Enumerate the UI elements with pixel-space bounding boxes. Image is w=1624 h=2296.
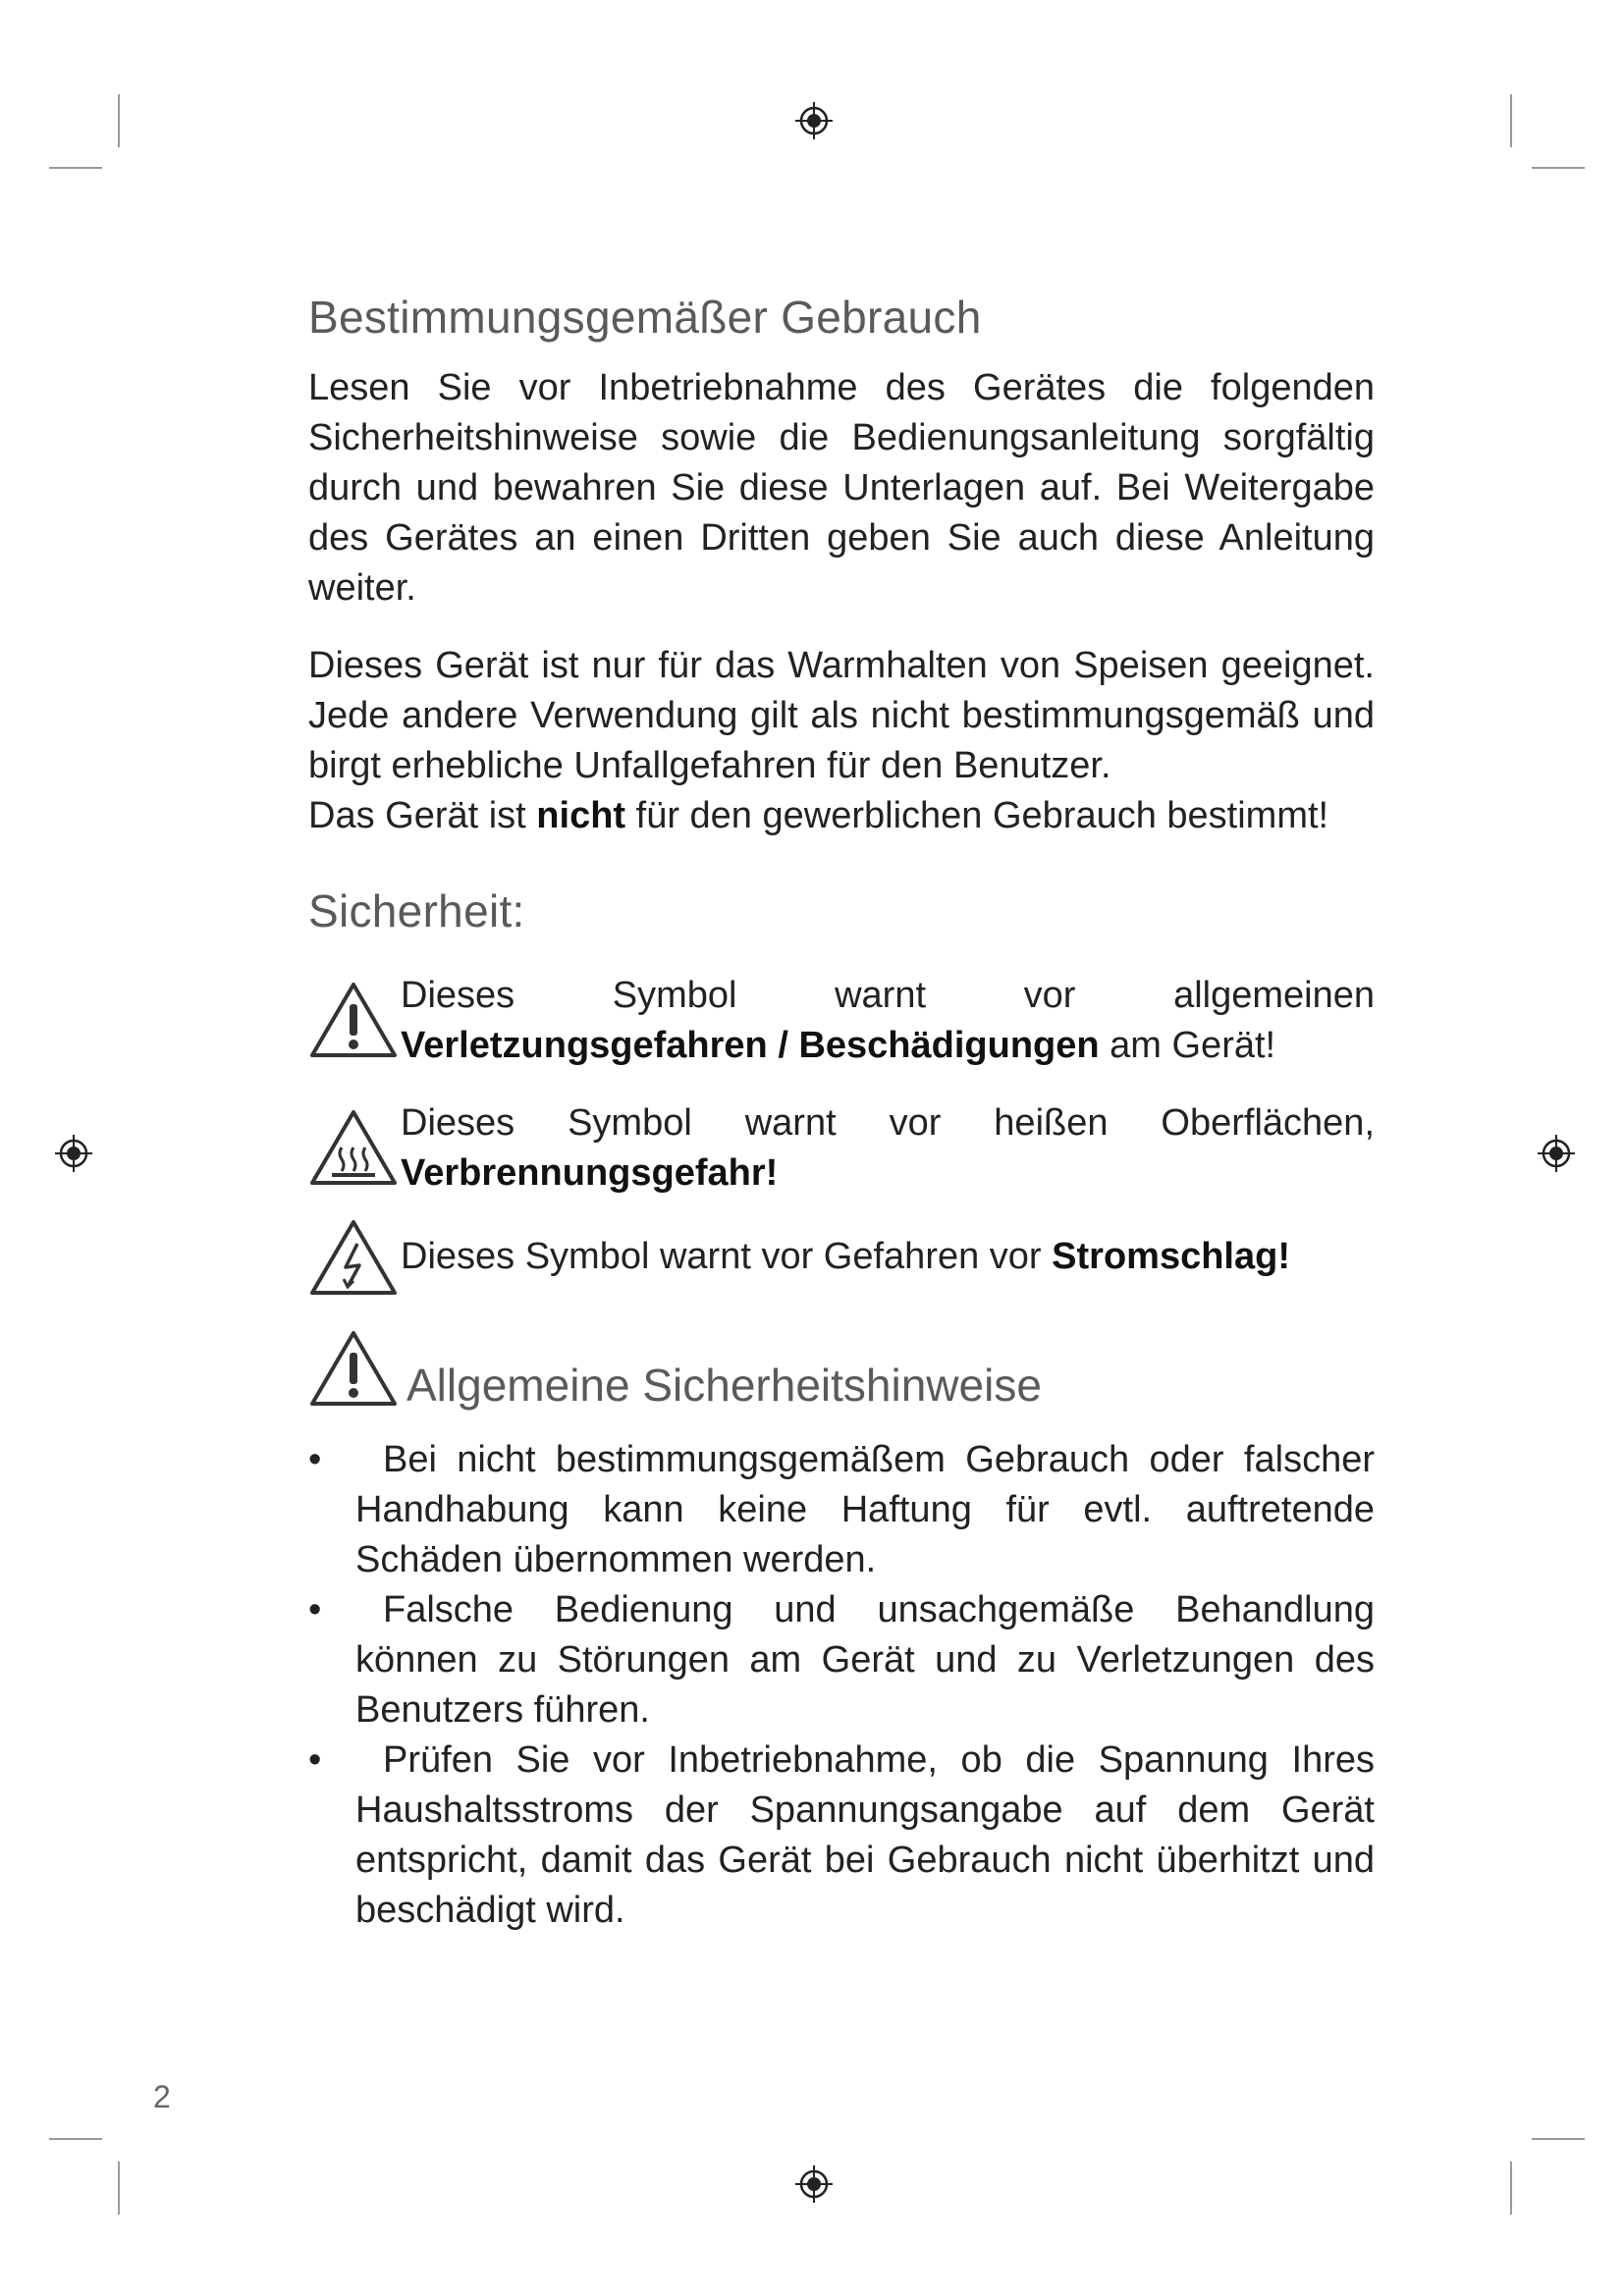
warning-general-text-start: Dieses Symbol warnt vor allgemeinen xyxy=(401,975,1375,1016)
heading-general-safety-label: Allgemeine Sicherheitshinweise xyxy=(406,1360,1042,1411)
list-item-text: Bei nicht bestimmungsgemäßem Gebrauch oder falscher Handhabung kann keine Haftung für evtl. auftretende Schäden übernommen werden. xyxy=(355,1439,1375,1580)
warning-electric-shock-text xyxy=(401,1232,1375,1282)
list-item-text: Prüfen Sie vor Inbetriebnahme, ob die Spannung Ihres Haushaltsstroms der Spannungsangabe auf dem Gerät entspricht, damit das Gerät bei Gebrauch nicht überhitzt und beschädigt wird. xyxy=(355,1739,1375,1931)
crop-mark-bottom-left-vertical xyxy=(118,2162,120,2215)
intended-use-paragraph-3 xyxy=(308,791,1375,841)
warning-hot-surface-text-start: Dieses Symbol warnt vor heißen Oberflächen, xyxy=(401,1102,1375,1144)
warning-electric-shock-text-start: Dieses Symbol warnt vor Gefahren vor xyxy=(401,1236,1053,1277)
warning-general-text xyxy=(401,971,1375,1071)
paragraph-3-emphasis: nicht xyxy=(536,795,626,836)
bullet-icon: • xyxy=(308,1739,322,1781)
list-item xyxy=(308,1735,1375,1936)
crop-mark-top-left-vertical xyxy=(118,94,120,147)
warning-hot-surface-emphasis: Verbrennungsgefahr! xyxy=(401,1152,779,1194)
heading-general-safety xyxy=(308,1329,1375,1414)
crop-mark-bottom-right-horizontal xyxy=(1532,2138,1585,2140)
list-item-text: Falsche Bedienung und unsachgemäße Behandlung können zu Störungen am Gerät und zu Verletzungen des Benutzers führen. xyxy=(355,1589,1375,1731)
crop-mark-top-right-horizontal xyxy=(1532,167,1585,169)
bullet-icon: • xyxy=(308,1589,322,1630)
paragraph-3-text-start: Das Gerät ist xyxy=(308,795,537,836)
list-item xyxy=(308,1435,1375,1585)
intended-use-paragraph-2: Dieses Gerät ist nur für das Warmhalten von Speisen geeignet. Jede andere Verwendung gilt als nicht bestimmungsgemäß und birgt erhebliche Unfallgefahren für den Benutzer. xyxy=(308,645,1375,786)
warning-general-injury xyxy=(308,971,1375,1071)
bullet-icon: • xyxy=(308,1439,322,1480)
hot-surface-warning-icon xyxy=(308,1108,399,1187)
warning-electric-shock xyxy=(308,1232,1375,1282)
warning-electric-shock-emphasis: Stromschlag! xyxy=(1052,1236,1290,1277)
paragraph-3-text-end: für den gewerblichen Gebrauch bestimmt! xyxy=(625,795,1329,836)
list-item xyxy=(308,1585,1375,1735)
general-safety-list xyxy=(308,1435,1375,1936)
electric-shock-warning-icon xyxy=(308,1218,399,1297)
exclamation-warning-icon xyxy=(308,981,399,1059)
heading-safety: Sicherheit: xyxy=(308,885,525,936)
crop-mark-bottom-right-vertical xyxy=(1510,2162,1512,2215)
exclamation-warning-icon xyxy=(308,1329,399,1408)
warning-general-text-end: am Gerät! xyxy=(1099,1025,1276,1066)
registration-mark-bottom-icon xyxy=(795,2165,833,2203)
crop-mark-top-left-horizontal xyxy=(49,167,102,169)
registration-mark-left-icon xyxy=(55,1135,92,1172)
registration-mark-right-icon xyxy=(1538,1135,1575,1172)
crop-mark-top-right-vertical xyxy=(1510,94,1512,147)
heading-intended-use: Bestimmungsgemäßer Gebrauch xyxy=(308,292,982,343)
warning-general-emphasis: Verletzungsgefahren / Beschädigungen xyxy=(401,1025,1100,1066)
warning-hot-surface-text xyxy=(401,1098,1375,1199)
intended-use-paragraph-1: Lesen Sie vor Inbetriebnahme des Gerätes die folgenden Sicherheitshinweise sowie die Bedienungsanleitung sorgfältig durch und bewahren Sie diese Unterlagen auf. Bei Weitergabe des Gerätes an einen Dritten geben Sie auch diese Anleitung weiter. xyxy=(308,367,1375,609)
warning-hot-surface xyxy=(308,1098,1375,1199)
crop-mark-bottom-left-horizontal xyxy=(49,2138,102,2140)
registration-mark-top-icon xyxy=(795,102,833,139)
page-content xyxy=(308,291,1375,1936)
page-number: 2 xyxy=(153,2079,171,2114)
